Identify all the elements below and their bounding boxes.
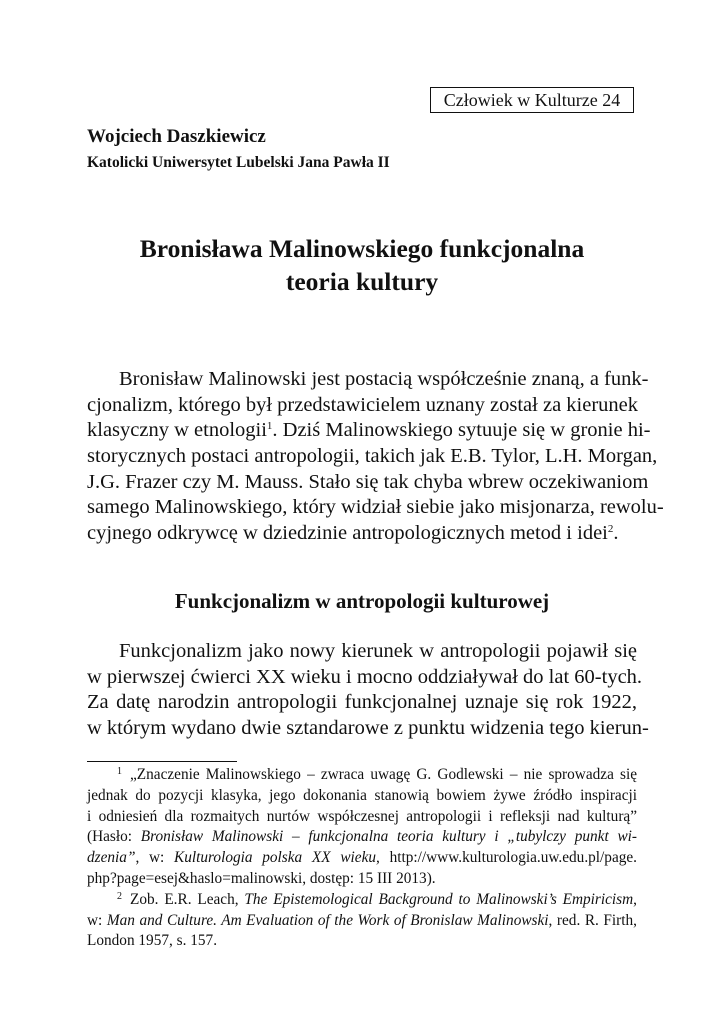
footnote-line xyxy=(87,911,637,932)
footnote-number: 1 xyxy=(117,766,122,777)
text-line: w którym wydano dwie sztandarowe z punktu widzenia tego kierun- xyxy=(87,717,649,740)
footnote-line xyxy=(87,890,637,911)
text-fragment: Zob. E.R. Leach, xyxy=(130,890,245,908)
text-line: Bronisław Malinowski jest postacią współcześnie znaną, a funk- xyxy=(119,368,649,390)
footnote-line xyxy=(87,848,637,869)
text-fragment: , xyxy=(633,890,637,908)
text-line xyxy=(87,521,637,547)
text-fragment-italic: dzenia” xyxy=(87,849,136,867)
author-name: Wojciech Daszkiewicz xyxy=(87,126,266,147)
text-line: cjonalizm, którego był przedstawicielem uznany został za kierunek xyxy=(87,393,639,416)
footnote-line: php?page=esej&haslo=malinowski, dostęp: 15 III 2013). xyxy=(87,869,436,887)
section-paragraph xyxy=(87,639,649,742)
section-heading: Funkcjonalizm w antropologii kulturowej xyxy=(174,589,550,613)
text-fragment: w: xyxy=(87,911,107,929)
text-fragment: , red. R. Firth, xyxy=(548,911,637,929)
text-fragment: . xyxy=(613,522,619,545)
text-fragment: cyjnego odkrywcę w dziedzinie antropologicznych metod i idei xyxy=(87,522,608,545)
text-fragment-italic: The Epistemological Background to Malinowski’s Empiricism xyxy=(244,890,634,908)
text-line: Funkcjonalizm jako nowy kierunek w antropologii pojawił się xyxy=(119,640,637,662)
text-line: w pierwszej ćwierci XX wieku i mocno oddziaływał do lat 60-tych. xyxy=(87,665,643,688)
footnote-line: London 1957, s. 157. xyxy=(87,932,218,950)
text-fragment: , w: xyxy=(135,849,175,867)
intro-paragraph xyxy=(87,367,664,547)
text-line: Za datę narodzin antropologii funkcjonalnej uznaje się rok 1922, xyxy=(87,691,637,714)
title-line: Bronisława Malinowskiego funkcjonalna xyxy=(139,234,585,263)
text-fragment: (Hasło: xyxy=(87,828,141,846)
author-affiliation: Katolicki Uniwersytet Lubelski Jana Pawła II xyxy=(87,154,390,171)
text-fragment: . Dziś Malinowskiego sytuuje się w gronie hi- xyxy=(272,419,651,442)
text-fragment: „Znaczenie Malinowskiego – zwraca uwagę G. Godlewski – nie sprowadza się xyxy=(130,766,637,783)
article-title xyxy=(87,232,637,298)
footnotes xyxy=(87,765,637,952)
journal-label: Człowiek w Kulturze 24 xyxy=(430,87,634,113)
footnote-line xyxy=(87,765,637,786)
footnote-link[interactable]: http://www.kulturologia.uw.edu.pl/page. xyxy=(379,849,637,867)
footnote-line xyxy=(87,827,637,848)
footnote-line: i odniesień dla rozmaitych nurtów współczesnej antropologii i refleksji nad kulturą” xyxy=(87,807,637,825)
footnote-ref-2[interactable]: 2 xyxy=(607,523,614,536)
footnote-number: 2 xyxy=(117,890,122,902)
text-fragment-italic: Man and Culture. Am Evaluation of the Work of Bronislaw Malinowski xyxy=(106,911,549,929)
text-fragment: klasyczny w etnologii xyxy=(87,419,267,442)
text-line: storycznych postaci antropologii, takich jak E.B. Tylor, L.H. Morgan, xyxy=(87,445,658,468)
text-line: J.G. Frazer czy M. Mauss. Stało się tak chyba wbrew oczekiwaniom xyxy=(87,470,649,493)
footnote-divider xyxy=(87,761,237,762)
footnote-ref-1[interactable]: 1 xyxy=(266,420,273,433)
text-fragment-italic: Bronisław Malinowski – funkcjonalna teoria kultury i „tubylczy punkt wi- xyxy=(140,828,637,846)
text-line: samego Malinowskiego, który widział siebie jako misjonarza, rewolu- xyxy=(87,496,664,519)
footnote-line: jednak do pozycji klasyka, jego dokonania stanowią bowiem żywe źródło inspiracji xyxy=(87,786,637,804)
text-line xyxy=(87,418,651,444)
text-fragment-italic: Kulturologia polska XX wieku, xyxy=(174,849,380,867)
title-line: teoria kultury xyxy=(285,267,439,296)
